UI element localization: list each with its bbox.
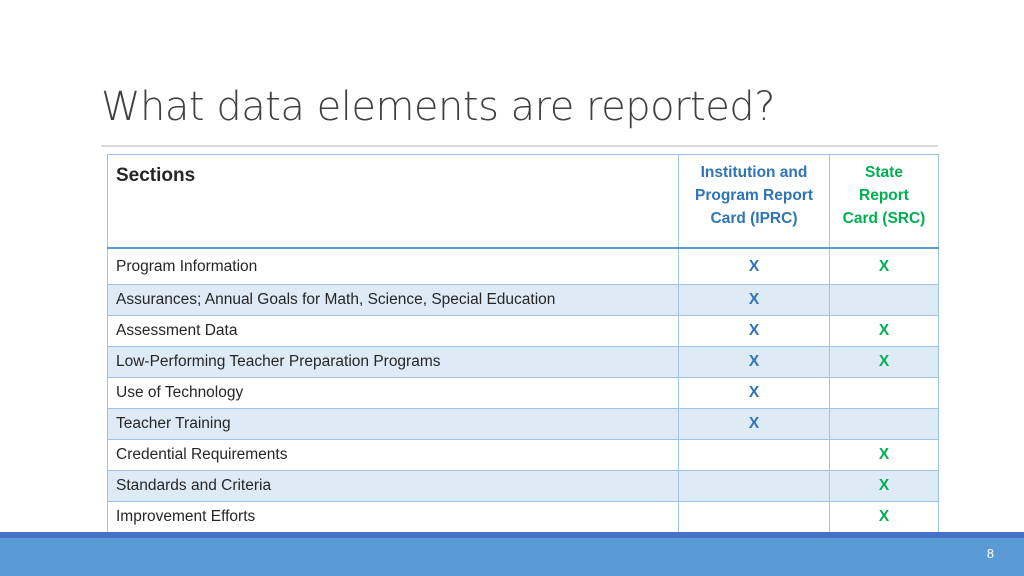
table-row	[108, 502, 939, 533]
footer-bar	[0, 532, 1024, 576]
table-row	[108, 471, 939, 502]
src-mark-cell	[830, 378, 939, 409]
iprc-mark-cell	[679, 440, 830, 471]
table-row	[108, 378, 939, 409]
slide-title: What data elements are reported?	[101, 84, 775, 130]
iprc-mark-cell: X	[679, 378, 830, 409]
table-header-row	[108, 155, 939, 249]
header-iprc	[679, 155, 830, 249]
src-mark-cell: X	[830, 502, 939, 533]
section-name-cell: Use of Technology	[108, 378, 679, 409]
table-row	[108, 316, 939, 347]
data-elements-table-container	[107, 154, 938, 533]
header-iprc-line: Institution and	[700, 164, 808, 181]
src-mark-cell: X	[830, 316, 939, 347]
section-name-cell: Teacher Training	[108, 409, 679, 440]
table-row	[108, 248, 939, 285]
table-body	[108, 248, 939, 533]
header-src-line: Card (SRC)	[842, 210, 926, 227]
iprc-mark-cell: X	[679, 347, 830, 378]
section-name-cell: Standards and Criteria	[108, 471, 679, 502]
iprc-mark-cell: X	[679, 285, 830, 316]
table-row	[108, 440, 939, 471]
header-src	[830, 155, 939, 249]
table-row	[108, 347, 939, 378]
section-name-cell: Program Information	[108, 248, 679, 285]
iprc-mark-cell	[679, 502, 830, 533]
iprc-mark-cell: X	[679, 248, 830, 285]
header-src-line: State	[865, 164, 903, 181]
header-sections: Sections	[108, 155, 679, 249]
header-iprc-line: Program Report	[695, 187, 813, 204]
header-src-line: Report	[859, 187, 909, 204]
data-elements-table	[107, 154, 939, 533]
iprc-mark-cell: X	[679, 409, 830, 440]
section-name-cell: Improvement Efforts	[108, 502, 679, 533]
table-row	[108, 285, 939, 316]
table-row	[108, 409, 939, 440]
section-name-cell: Credential Requirements	[108, 440, 679, 471]
section-name-cell: Low-Performing Teacher Preparation Programs	[108, 347, 679, 378]
section-name-cell: Assurances; Annual Goals for Math, Science, Special Education	[108, 285, 679, 316]
src-mark-cell	[830, 285, 939, 316]
iprc-mark-cell: X	[679, 316, 830, 347]
src-mark-cell: X	[830, 440, 939, 471]
iprc-mark-cell	[679, 471, 830, 502]
section-name-cell: Assessment Data	[108, 316, 679, 347]
src-mark-cell: X	[830, 248, 939, 285]
src-mark-cell: X	[830, 471, 939, 502]
title-divider	[101, 145, 938, 147]
header-iprc-line: Card (IPRC)	[710, 210, 798, 227]
src-mark-cell: X	[830, 347, 939, 378]
page-number: 8	[986, 546, 994, 561]
src-mark-cell	[830, 409, 939, 440]
